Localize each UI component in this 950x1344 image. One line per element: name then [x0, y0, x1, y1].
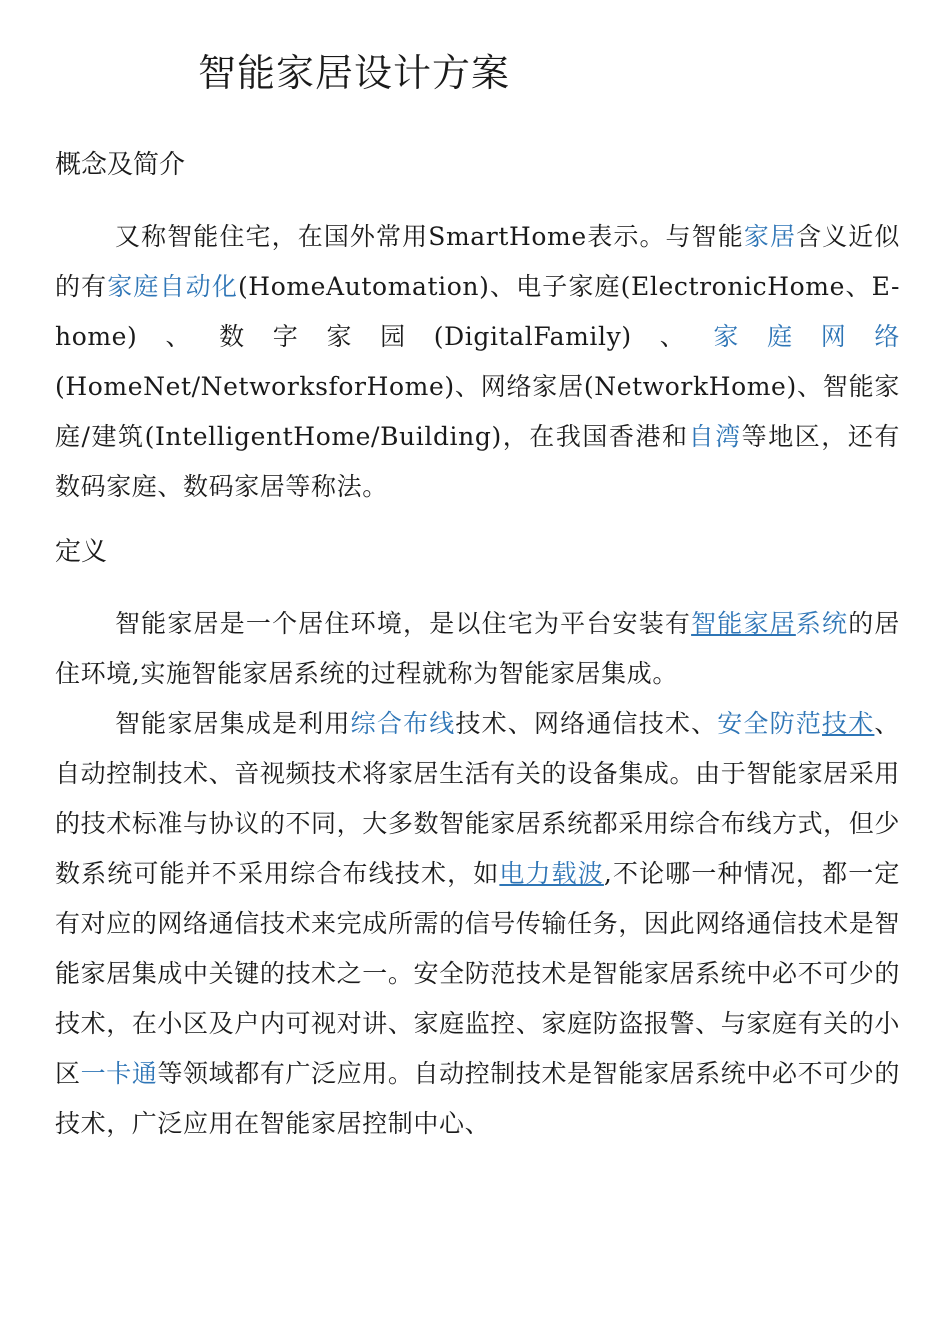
link-system[interactable]: 系统 [795, 609, 849, 638]
link-home-network[interactable]: 家庭网络 [713, 322, 901, 351]
link-power-line-carrier[interactable]: 电力载波 [499, 859, 604, 888]
link-technology[interactable]: 技术 [822, 709, 875, 738]
link-structured-cabling[interactable]: 综合布线 [350, 709, 456, 738]
text-segment: 的居住环境,实施智能家居系统的过程就称为智能家居集成。 [55, 609, 901, 688]
link-smart-home[interactable]: 智能家居 [691, 609, 796, 638]
concept-paragraph [55, 212, 900, 512]
link-one-card[interactable]: 一卡通 [80, 1059, 158, 1088]
text-segment: 智能家居集成是利用 [115, 709, 351, 738]
link-home-furnishing[interactable]: 家居 [743, 222, 797, 251]
text-segment: 、自动控制技术、音视频技术将家居生活有关的设备集成。由于智能家居采用的技术标准与协议的不同，大多数智能家居系统都采用综合布线方式，但少数系统可能并不采用综合布线技术，如 [55, 709, 901, 888]
link-taiwan[interactable]: 自湾 [688, 422, 742, 451]
link-home-automation[interactable]: 家庭自动化 [107, 272, 238, 301]
text-segment: 含义近似的有 [55, 222, 901, 301]
section-heading-definition: 定义 [55, 537, 108, 567]
text-segment: (HomeAutomation)、电子家庭(ElectronicHome、E-home)、数字家园(DigitalFamily)、 [55, 272, 900, 351]
text-segment: 智能家居是一个居住环境，是以住宅为平台安装有 [115, 609, 692, 638]
text-segment: 等地区，还有数码家庭、数码家居等称法。 [55, 422, 900, 501]
text-segment: 又称智能住宅，在国外常用SmartHome表示。与智能 [115, 222, 744, 251]
definition-paragraph-1 [55, 599, 900, 699]
definition-paragraph-2 [55, 699, 900, 1149]
text-segment: ,不论哪一种情况，都一定有对应的网络通信技术来完成所需的信号传输任务，因此网络通信技术是智能家居集成中关键的技术之一。安全防范技术是智能家居系统中必不可少的技术，在小区及户内可视对讲、家庭监控、家庭防盗报警、与家庭有关的小区 [55, 859, 900, 1088]
text-segment: 技术、网络通信技术、 [455, 709, 718, 738]
text-segment: (HomeNet/NetworksforHome)、网络家居(NetworkHome)、智能家庭/建筑(IntelligentHome/Building)，在我国香港和 [55, 372, 900, 451]
section-heading-concept: 概念及简介 [55, 150, 186, 180]
text-segment: 等领域都有广泛应用。自动控制技术是智能家居系统中必不可少的技术，广泛应用在智能家居控制中心、 [55, 1059, 900, 1138]
link-security[interactable]: 安全防范 [717, 709, 823, 738]
document-title: 智能家居设计方案 [198, 51, 511, 95]
